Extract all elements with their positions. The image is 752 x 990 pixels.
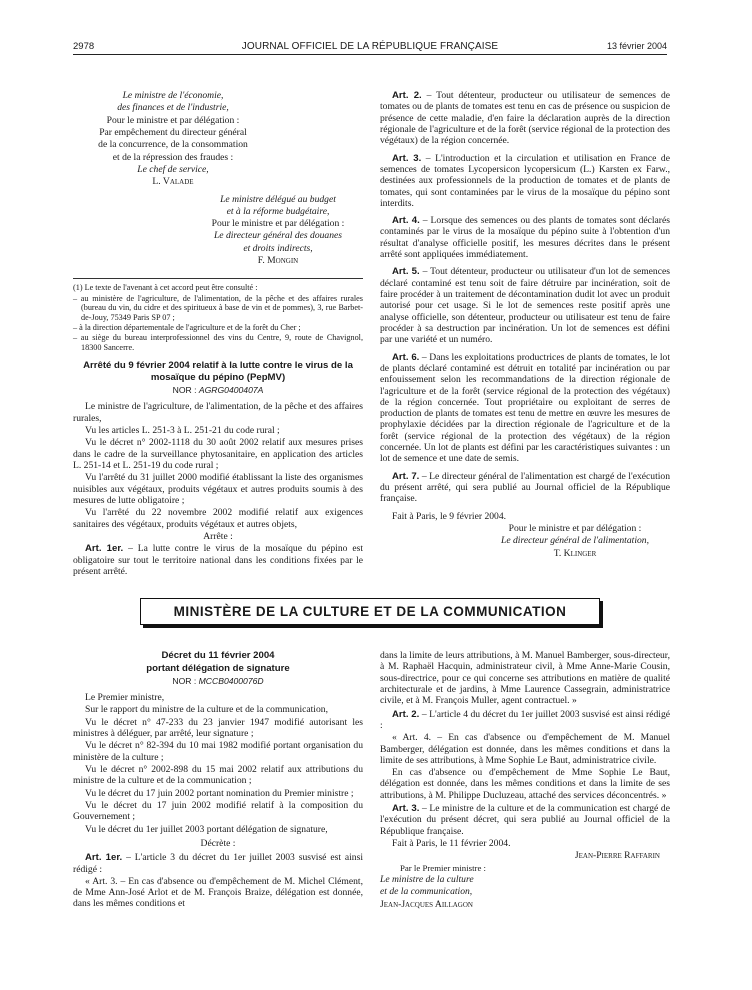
article-label: Art. 3. — [392, 152, 422, 164]
article-text: – Tout détenteur, producteur ou utilisateur d'un lot de semences déclaré contaminé est tenu soit de faire détruire par incinération, soit de faire procéder à un traitement de décontamination dudit lot avec un produit autorisé pour cet usage. Si le lot de semences reste positif après une analyse officielle, son détenteur, producteur ou utilisateur est tenu de faire procéder à sa destruction par incinération. Un lot de semences est défini par une variété et un numéro. — [380, 266, 670, 346]
article-text: – L'article 4 du décret du 1er juillet 2003 susvisé est ainsi rédigé : — [380, 708, 670, 731]
paragraph: Vu le décret du 1er juillet 2003 portant délégation de signature, — [85, 823, 328, 835]
paragraph: Le ministre de l'agriculture, de l'alimentation, de la pêche et des affaires rurales, — [73, 401, 363, 424]
signature-line: Le chef de service, — [137, 163, 209, 175]
paragraph: Vu le décret n° 2002-898 du 15 mai 2002 relatif aux attributions du ministre de la culture et de la communication ; — [73, 764, 363, 787]
paragraph: Vu le décret n° 47-233 du 23 janvier 1947 modifié autorisant les ministres à déléguer, par arrêté, leur signature ; — [73, 716, 363, 740]
article-quote: En cas d'absence ou d'empêchement de Mme Sophie Le Baut, délégation est donnée, dans les mêmes conditions et dans la limite de ses attributions, à M. Philippe Ducluzeau, attaché des services déconcentrés. » — [380, 767, 670, 801]
paragraph: Vu le décret du 17 juin 2002 modifié relatif à la composition du Gouvernement ; — [73, 799, 363, 823]
ministry-banner — [140, 598, 600, 625]
article-text: – Tout détenteur, producteur ou utilisateur de semences de tomates ou de plants de tomates est tenu en cas de présence ou suspicion de présence de cette maladie, d'en faire la déclaration auprès de la direction régionale de l'agriculture et de la forêt (service régional de la protection des végétaux) de la région concernée. — [380, 90, 670, 147]
article-text: – L'introduction et la circulation et utilisation en France de semences de tomates Lycopersicon lycopersicum (L.) Karsten ex Farw., destinées aux professionnels de la production de tomates et de plants de tomates, qui sont contaminées par le virus de la mosaïque du pépino sont interdits. — [380, 152, 670, 209]
paragraph-continuation: dans la limite de leurs attributions, à M. Manuel Bamberger, sous-directeur, à M. Raphaël Hacquin, administrateur civil, à Mme Anne-Marie Cousin, sous-directrice, pour ce qui concerne ses attributions en matière de qualité architecturale et de jardins, à Mme Laurence Cassegrain, administratrice civile, et à M. François Muller, agent contractuel. » — [380, 650, 670, 707]
signature-line: Par empêchement du directeur général — [99, 126, 247, 138]
signature-line: Par le Premier ministre : — [400, 862, 486, 873]
decree-title: Décret du 11 février 2004 — [161, 650, 275, 661]
arrete-title: Arrêté du 9 février 2004 relatif à la lutte contre le virus de la mosaïque du pépino (PepMV) — [83, 360, 353, 383]
footnote-separator — [73, 278, 363, 279]
article-label: Art. 4. — [392, 215, 420, 227]
top-left-column — [73, 90, 363, 578]
signature-line: Le ministre délégué au budget — [220, 193, 336, 205]
article-2 — [380, 709, 670, 732]
footnote-line: – au siège du bureau interprofessionnel des vins du Centre, 9, route de Chavignol, 18300 Sancerre. — [73, 333, 363, 352]
signature-line: Le directeur général de l'alimentation, — [501, 535, 649, 547]
paragraph: Vu l'arrêté du 22 novembre 2002 modifié relatif aux exigences sanitaires des végétaux, produits végétaux et autres objets, — [73, 507, 363, 530]
nor-value: MCCB0400076D — [198, 676, 264, 686]
nor-reference — [73, 676, 363, 686]
fait-line: Fait à Paris, le 9 février 2004. — [392, 510, 507, 522]
article-1 — [73, 543, 363, 577]
article-label: Art. 2. — [392, 90, 422, 101]
signature-line: et de la communication, — [380, 886, 473, 898]
arrete-word: Arrête : — [203, 530, 233, 542]
article-label: Art. 3. — [392, 803, 420, 815]
article-text: – La lutte contre le virus de la mosaïque du pépino est obligatoire sur tout le territoire national dans les conditions fixées par le présent arrêté. — [73, 543, 363, 577]
signature-block-budget — [193, 194, 363, 267]
footnote-line: – à la direction départementale de l'agriculture et de la forêt du Cher ; — [73, 323, 301, 333]
nor-value: AGRG0400407A — [198, 385, 264, 396]
bottom-right-column — [380, 650, 670, 911]
signature-line: des finances et de l'industrie, — [117, 102, 229, 114]
article-3 — [380, 153, 670, 210]
article-label: Art. 6. — [392, 351, 420, 363]
signature-line: Le directeur général des douanes — [213, 230, 343, 242]
fait-line: Fait à Paris, le 11 février 2004. — [392, 838, 511, 849]
signature-line: Le ministre de la culture — [380, 874, 474, 885]
signatory-name: Jean-Jacques Aillagon — [380, 898, 473, 910]
top-right-column — [380, 90, 670, 560]
signature-line: Pour le ministre et par délégation : — [211, 218, 345, 230]
footnote — [73, 283, 363, 352]
decrete-word: Décrète : — [200, 837, 236, 849]
page-number: 2978 — [73, 41, 95, 52]
signature-line: et droits indirects, — [243, 242, 313, 254]
page-header — [73, 41, 667, 55]
signature-block-economy — [73, 90, 273, 188]
article-label: Art. 2. — [392, 708, 420, 720]
paragraph: Le Premier ministre, — [85, 692, 165, 704]
article-2 — [380, 90, 670, 147]
signature-line: Le ministre de l'économie, — [122, 90, 224, 101]
article-text: – Lorsque des semences ou des plants de tomates sont déclarés contaminés par le virus de la mosaïque du pépino suite à l'obtention d'un résultat d'analyse officielle positif, les mesures décrites dans le présent arrêté sont appliquées immédiatement. — [380, 215, 670, 261]
paragraph: Sur le rapport du ministre de la culture et de la communication, — [85, 704, 328, 716]
paragraph: Vu le décret n° 2002-1118 du 30 août 2002 relatif aux mesures prises dans le cadre de la surveillance phytosanitaire, en application des articles L. 251-14 et L. 251-19 du code rural ; — [73, 437, 363, 472]
signatory-name: F. Mongin — [257, 255, 299, 267]
paragraph: Vu les articles L. 251-3 à L. 251-21 du code rural ; — [85, 425, 280, 437]
signature-line: Pour le ministre et par délégation : — [106, 114, 240, 126]
footnote-line: (1) Le texte de l'avenant à cet accord peut être consulté : — [73, 283, 258, 293]
signature-line: et à la réforme budgétaire, — [226, 205, 330, 217]
article-quote: « Art. 3. – En cas d'absence ou d'empêchement de M. Michel Clément, de Mme Ann-José Arlot et de M. François Braize, délégation est donnée, dans les mêmes conditions et — [73, 875, 363, 910]
nor-label: NOR : — [172, 385, 197, 396]
signature-block-agriculture — [480, 523, 670, 559]
article-6 — [380, 352, 670, 465]
article-text: – Dans les exploitations productrices de plants de tomates, le lot de plants déclaré contaminé est détruit en totalité par incinération ou par enfouissement selon les recommandations de la direction régionale de l'agriculture et de la forêt (service régional de la protection des végétaux) de la région concernée. Tout propriétaire ou exploitant de serres de production de plants de tomates est tenu de mettre en œuvre les mesures de prophylaxie décidées par la direction régionale de l'agriculture et de la forêt (service régional de la protection des végétaux) de la région concernée. Un lot de plants est défini par les caractéristiques suivantes : un lot de semence et une date de semis. — [380, 351, 670, 465]
paragraph: Vu l'arrêté du 31 juillet 2000 modifié établissant la liste des organismes nuisibles aux végétaux, produits végétaux et autres produits soumis à des mesures de lutte obligatoire ; — [73, 472, 363, 506]
article-text: – L'article 3 du décret du 1er juillet 2003 susvisé est ainsi rédigé : — [73, 852, 363, 875]
journal-title: JOURNAL OFFICIEL DE LA RÉPUBLIQUE FRANÇAISE — [241, 41, 499, 52]
ministry-name: MINISTÈRE DE LA CULTURE ET DE LA COMMUNICATION — [173, 603, 567, 619]
article-label: Art. 1er. — [85, 543, 124, 555]
article-label: Art. 1er. — [85, 852, 123, 864]
signature-line: et de la répression des fraudes : — [112, 151, 234, 163]
paragraph: Vu le décret n° 82-394 du 10 mai 1982 modifié portant organisation du ministère de la culture ; — [73, 740, 363, 763]
footnote-line: – au ministère de l'agriculture, de l'alimentation, de la pêche et des affaires rurales (bureau du vin, du cidre et des spiritueux à base de vin et de pommes), 3, rue Barbet-de-Jouy, 75349 Paris SP 07 ; — [73, 293, 363, 322]
nor-label: NOR : — [172, 676, 197, 686]
article-3 — [380, 803, 670, 837]
article-5 — [380, 266, 670, 345]
bottom-left-column — [73, 650, 363, 911]
signature-line: de la concurrence, de la consommation — [98, 139, 248, 151]
article-label: Art. 5. — [392, 266, 420, 278]
signatory-name: T. Klinger — [553, 547, 597, 559]
article-quote: « Art. 4. – En cas d'absence ou d'empêchement de M. Manuel Bamberger, délégation est donnée, dans les mêmes conditions et dans la limite de ses attributions, à Mme Sophie Le Baut, administratrice civile. — [380, 732, 670, 766]
article-4 — [380, 215, 670, 260]
paragraph: Vu le décret du 17 juin 2002 portant nomination du Premier ministre ; — [85, 787, 354, 799]
signature-line: Pour le ministre et par délégation : — [508, 522, 642, 534]
publication-date: 13 février 2004 — [606, 41, 667, 51]
signatory-name: Jean-Pierre Raffarin — [574, 850, 660, 862]
decree-subtitle: portant délégation de signature — [146, 662, 290, 674]
article-1 — [73, 852, 363, 875]
article-text: – Le directeur général de l'alimentation est chargé de l'exécution du présent arrêté, qui sera publié au Journal officiel de la République française. — [380, 470, 670, 505]
article-text: – Le ministre de la culture et de la communication est chargé de l'exécution du présent décret, qui sera publié au Journal officiel de la République française. — [380, 803, 670, 837]
signatory-name: L. Valade — [152, 176, 194, 188]
nor-reference — [73, 385, 363, 395]
article-7 — [380, 471, 670, 505]
article-label: Art. 7. — [392, 470, 420, 482]
